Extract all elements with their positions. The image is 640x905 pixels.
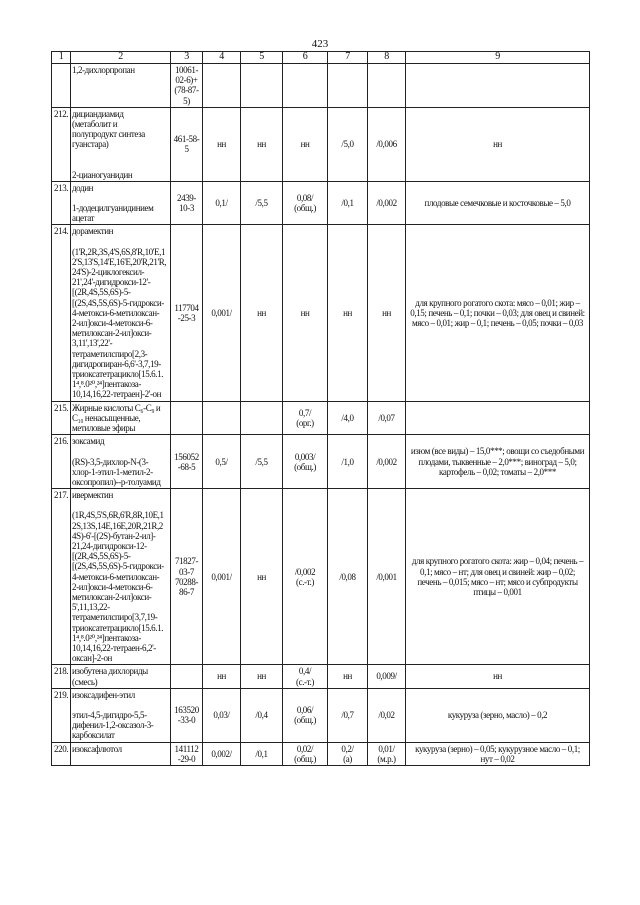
cas-number-line: 5 [184, 144, 189, 155]
substance-name [71, 64, 171, 108]
substance-name [71, 435, 171, 489]
value-col-8-line: 0,01/ [378, 743, 395, 754]
value-col-8-line: нн [382, 307, 391, 318]
cas-number [171, 107, 203, 181]
value-col-6 [283, 401, 328, 435]
cas-number [171, 64, 203, 108]
value-col-7-line: нн [343, 671, 352, 682]
value-col-4 [203, 64, 241, 108]
residue-limits: плодовые семечковые и косточковые – 5,0 [406, 181, 590, 225]
residue-limits: для крупного рогатого скота: жир – 0,04; печень – 0,1; мясо – нт; для овец и свиней: жир – 0,02; печень – 0,015; мясо – нт; мясо и субпродукты птицы – 0,001 [406, 489, 590, 665]
value-col-6-line: (общ.) [294, 203, 316, 214]
residue-limits: нн [406, 107, 590, 181]
substance-name-line: оксан]-2-он [72, 653, 112, 664]
substance-name-line: 2'S,13'S,14'E,16'E,20'R,21'R, [72, 256, 167, 267]
substance-name-line: ацетат [72, 213, 95, 224]
header-row [52, 52, 590, 64]
value-col-7 [328, 435, 368, 489]
substance-name-line: [(2R,4S,5S,6S)-5- [72, 287, 131, 298]
row-number: 216. [52, 435, 71, 489]
value-col-8 [368, 742, 406, 765]
substance-name-line: дициандиамид [72, 108, 124, 119]
row-number: 219. [52, 688, 71, 742]
value-col-5: нн [241, 107, 283, 181]
value-col-6 [283, 665, 328, 688]
substance-name-line: изоксафлютол [72, 743, 122, 754]
value-col-7-line: (а) [343, 753, 352, 764]
value-col-6-line: 0,7/ [298, 407, 312, 418]
value-col-6 [283, 181, 328, 225]
value-col-8 [368, 107, 406, 181]
value-col-4: 0,5/ [203, 435, 241, 489]
value-col-8 [368, 225, 406, 401]
substance-name-line: 24'S)-2-циклогексил- [72, 267, 145, 278]
value-col-7 [328, 665, 368, 688]
substance-name-line: 4S)-6'-[(2S)-бутан-2-ил]- [72, 530, 156, 541]
row-number [52, 64, 71, 108]
substance-name-line: Жирные кислоты С₆-С₉ и [72, 402, 161, 413]
substance-name-line: дигидропиран-6,6'-3,7,19- [72, 358, 161, 369]
table-row [52, 181, 590, 225]
substance-name-line: 5',11,13,22- [72, 602, 110, 613]
value-col-6-line: 0,003/ [294, 451, 316, 462]
substance-name-line [72, 447, 169, 457]
residue-limits [406, 64, 590, 108]
substance-name-line: дифенил-1,2-оксазол-3- [72, 720, 154, 731]
value-col-6-line: (общ.) [294, 461, 316, 472]
substance-name-line: изобутена дихлориды [72, 666, 148, 677]
substance-name-line: метилоксан-2-ил]окси- [72, 328, 152, 339]
value-col-6-line: (общ.) [294, 753, 316, 764]
header-cell: 2 [71, 52, 171, 64]
cas-number [171, 665, 203, 688]
value-col-7 [328, 181, 368, 225]
substance-name-line: 1⁴,⁸.0²⁰,²⁴]пентакоза- [72, 632, 141, 643]
table-row [52, 489, 590, 665]
substance-name-line: 10,14,16,22-тетраен-6,2'- [72, 642, 156, 653]
substance-name-line: изоксадифен-этил [72, 689, 135, 700]
substance-name-line [72, 700, 169, 710]
value-col-6-line: 0,06/ [296, 704, 314, 715]
value-col-6 [283, 107, 328, 181]
value-col-8 [368, 181, 406, 225]
value-col-8-line: 0,009/ [376, 671, 397, 682]
substance-name-line [72, 160, 169, 170]
header-cell: 6 [283, 52, 328, 64]
substance-name-line: 2-ил]окси-4-метокси-6- [72, 581, 153, 592]
value-col-8 [368, 64, 406, 108]
value-col-8-line: (м.р.) [377, 753, 396, 764]
cas-number-line: -29-0 [177, 753, 196, 764]
value-col-7 [328, 401, 368, 435]
substance-name-line: 21,24-дигидрокси-12- [72, 540, 147, 551]
cas-number [171, 181, 203, 225]
cas-number-line: 461-58- [173, 134, 200, 145]
cas-number-line: 10-3 [179, 203, 194, 214]
cas-number-line: (78-87- [174, 85, 199, 96]
substance-name-line: 1-додецилгуанидинием [72, 203, 154, 214]
row-number: 220. [52, 742, 71, 765]
substance-name-line: 2-цианогуанидин [72, 169, 133, 180]
value-col-5: /5,5 [241, 181, 283, 225]
value-col-8-line: /0,002 [376, 198, 397, 209]
value-col-7-line: /4,0 [341, 412, 354, 423]
substance-name-line: [(2S,4S,5S,6S)-5-гидрокси- [72, 561, 164, 572]
value-col-5: нн [241, 225, 283, 401]
cas-number-line: 02-6)+ [175, 75, 198, 86]
cas-number-line: 163520 [174, 704, 199, 715]
cas-number [171, 742, 203, 765]
value-col-6-line: (с.-т.) [296, 676, 314, 687]
substance-name-line: хлор-1-этил-1-метил-2- [72, 466, 153, 477]
residue-limits: кукуруза (зерно) – 0,05; кукурузное масло – 0,1; нут – 0,02 [406, 742, 590, 765]
table-row [52, 64, 590, 108]
cas-number-line: 86-7 [179, 586, 194, 597]
value-col-8-line: /0,002 [376, 456, 397, 467]
header-cell: 4 [203, 52, 241, 64]
substance-name-line: дорамектин [72, 226, 114, 237]
cas-number-line: -33-0 [177, 715, 196, 726]
value-col-6 [283, 489, 328, 665]
substance-name-line: (метаболит и [72, 119, 118, 130]
substance-name [71, 401, 171, 435]
substance-name-line: зоксамид [72, 436, 105, 447]
value-col-6-line: (общ.) [294, 715, 316, 726]
substance-name-line: [(2S,4S,5S,6S)-5-гидрокси- [72, 297, 164, 308]
substance-name-line: (RS)-3,5-дихлор-N-(3- [72, 456, 149, 467]
value-col-6-line: 0,08/ [296, 192, 314, 203]
value-col-5 [241, 401, 283, 435]
substance-name-line: додин [72, 182, 94, 193]
value-col-7-line: 0,2/ [341, 743, 354, 754]
table-row [52, 107, 590, 181]
value-col-8-line: /0,07 [378, 412, 395, 423]
substance-name-line [72, 150, 169, 160]
substance-name-line: тетраметилспиро[3,7,19- [72, 612, 158, 623]
substance-name [71, 665, 171, 688]
substance-name-line: метиловые эфиры [72, 423, 135, 434]
cas-number-line: 10061- [174, 65, 199, 75]
value-col-7-line: /0,08 [339, 571, 356, 582]
substance-name [71, 225, 171, 401]
substance-name-line [72, 237, 169, 247]
residue-limits [406, 401, 590, 435]
substance-name-line: триоксатетрацикло[15.6.1. [72, 622, 164, 633]
value-col-7 [328, 225, 368, 401]
cas-number [171, 435, 203, 489]
header-cell: 7 [328, 52, 368, 64]
cas-number-line: 156052 [174, 451, 199, 462]
substance-name-line: (1R,4S,5'S,6R,6'R,8R,10E,1 [72, 510, 164, 521]
substance-name [71, 688, 171, 742]
value-col-5: нн [241, 489, 283, 665]
value-col-7 [328, 64, 368, 108]
value-col-6 [283, 435, 328, 489]
substance-name-line: [(2R,4S,5S,6S)-5- [72, 551, 131, 562]
value-col-6-line: нн [300, 307, 310, 318]
value-col-8 [368, 688, 406, 742]
substance-name-line: гуанстара) [72, 139, 109, 150]
substance-name-line: 4-метокси-6-метилоксан- [72, 307, 160, 318]
substance-name-line: 10,14,16,22-тетраен]-2'-он [72, 389, 162, 400]
substance-name-line [72, 500, 169, 510]
value-col-6 [283, 688, 328, 742]
substance-name [71, 742, 171, 765]
residue-limits: кукуруза (зерно, масло) – 0,2 [406, 688, 590, 742]
value-col-7-line: /5,0 [341, 139, 354, 150]
value-col-7-line: /0,1 [341, 198, 354, 209]
value-col-5: /0,1 [241, 742, 283, 765]
value-col-4: 0,001/ [203, 225, 241, 401]
substance-name-line: 1,2-дихлорпропан [72, 65, 135, 75]
row-number: 218. [52, 665, 71, 688]
value-col-5: /5,5 [241, 435, 283, 489]
substance-name-line: 4-метокси-6-метилоксан- [72, 571, 160, 582]
value-col-8 [368, 489, 406, 665]
value-col-6-line: (орг.) [296, 417, 314, 428]
row-number: 217. [52, 489, 71, 665]
data-table [51, 51, 590, 766]
residue-limits: нн [406, 665, 590, 688]
table-row [52, 401, 590, 435]
substance-name-line: 21',24'-дигидрокси-12'- [72, 277, 151, 288]
substance-name-line: 2S,13S,14E,16E,20R,21R,2 [72, 520, 163, 531]
value-col-8 [368, 435, 406, 489]
cas-number-line: -68-5 [177, 461, 196, 472]
value-col-5: нн [241, 665, 283, 688]
value-col-8-line: /0,006 [376, 139, 397, 150]
substance-name-line: полупродукт синтеза [72, 129, 145, 140]
table-row [52, 435, 590, 489]
value-col-7 [328, 489, 368, 665]
value-col-7-line: /0,7 [341, 710, 354, 721]
substance-name-line: ивермектин [72, 490, 113, 501]
row-number: 213. [52, 181, 71, 225]
cas-number [171, 688, 203, 742]
substance-name-line: тетраметилспиро[2,3- [72, 348, 148, 359]
page-number: 423 [311, 38, 329, 50]
substance-name-line: 3,11',13',22'- [72, 338, 113, 349]
value-col-6 [283, 225, 328, 401]
table-row [52, 665, 590, 688]
row-number: 214. [52, 225, 71, 401]
header-cell: 5 [241, 52, 283, 64]
header-cell: 8 [368, 52, 406, 64]
substance-name-line: 1⁴,⁸.0²⁰,²⁴]пентакоза- [72, 379, 141, 390]
header-cell: 9 [406, 52, 590, 64]
value-col-5 [241, 64, 283, 108]
value-col-6-line: (с.-т.) [296, 576, 314, 587]
cas-number-line: 5) [183, 95, 190, 106]
value-col-4: 0,001/ [203, 489, 241, 665]
substance-name-line [72, 193, 169, 203]
value-col-4: 0,1/ [203, 181, 241, 225]
substance-name-line: 2-ил]окси-4-метокси-6- [72, 318, 153, 329]
substance-name-line: (смесь) [72, 676, 98, 687]
cas-number [171, 401, 203, 435]
value-col-8 [368, 665, 406, 688]
cas-number-line: 71827- [174, 556, 199, 567]
row-number: 212. [52, 107, 71, 181]
value-col-6 [283, 64, 328, 108]
substance-name-line: С₁₀ ненасыщенные, [72, 412, 141, 423]
cas-number-line: 117704 [174, 302, 199, 313]
value-col-4: 0,03/ [203, 688, 241, 742]
table-row [52, 688, 590, 742]
value-col-4: нн [203, 665, 241, 688]
substance-name-line: триоксатетрацикло[15.6.1. [72, 369, 164, 380]
value-col-6-line: 0,02/ [296, 743, 314, 754]
cas-number-line: 70288- [174, 576, 199, 587]
value-col-5: /0,4 [241, 688, 283, 742]
header-cell: 1 [52, 52, 71, 64]
value-col-6 [283, 742, 328, 765]
value-col-7-line: нн [343, 307, 352, 318]
value-col-8 [368, 401, 406, 435]
value-col-6-line: нн [300, 139, 310, 150]
residue-limits: для крупного рогатого скота: мясо – 0,01; жир – 0,15; печень – 0,1; почки – 0,03; для овец и свиней: мясо – 0,01; жир – 0,1; печень – 0,05; почки – 0,03 [406, 225, 590, 401]
substance-name [71, 107, 171, 181]
residue-limits: изюм (все виды) – 15,0***; овощи со съедобными плодами, тыквенные – 2,0***; виноград – 5,0; картофель – 0,02; томаты – 2,0*** [406, 435, 590, 489]
value-col-7 [328, 688, 368, 742]
cas-number-line: 141112 [174, 743, 199, 754]
table-row [52, 742, 590, 765]
substance-name-line: оксопропил)--р-толуамид [72, 476, 161, 487]
substance-name [71, 489, 171, 665]
cas-number-line: 03-7 [179, 566, 194, 577]
substance-name-line: карбоксилат [72, 730, 115, 741]
value-col-8-line: /0,001 [376, 571, 397, 582]
cas-number-line: -25-3 [177, 313, 196, 324]
cas-number [171, 225, 203, 401]
row-number: 215. [52, 401, 71, 435]
value-col-8-line: /0,02 [378, 710, 395, 721]
substance-name-line: (1'R,2R,3S,4'S,6S,8'R,10'E,1 [72, 246, 166, 257]
value-col-4 [203, 401, 241, 435]
value-col-6-line: 0,4/ [298, 666, 312, 677]
header-cell: 3 [171, 52, 203, 64]
cas-number-line: 2439- [177, 192, 196, 203]
value-col-7 [328, 742, 368, 765]
cas-number [171, 489, 203, 665]
substance-name [71, 181, 171, 225]
value-col-7 [328, 107, 368, 181]
value-col-7-line: /1,0 [341, 456, 354, 467]
substance-name-line: этил-4,5-дигидро-5,5- [72, 709, 147, 720]
value-col-6-line: /0,002 [294, 566, 316, 577]
value-col-4: нн [203, 107, 241, 181]
value-col-4: 0,002/ [203, 742, 241, 765]
table-row [52, 225, 590, 401]
substance-name-line: метилоксан-2-ил]окси- [72, 591, 152, 602]
